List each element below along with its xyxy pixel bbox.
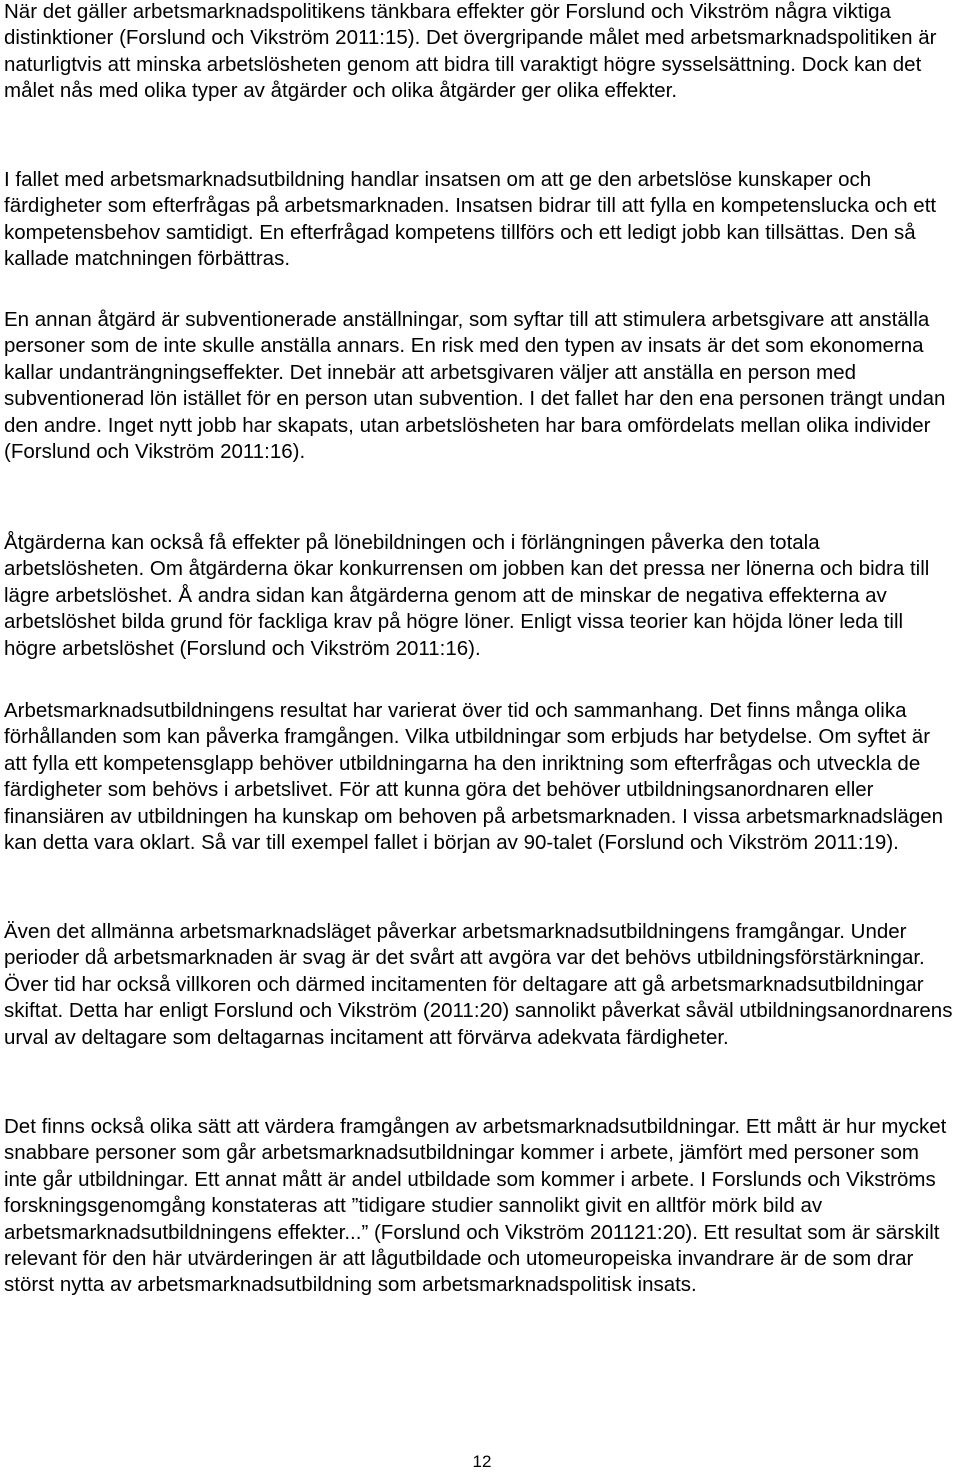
- document-page: [4, 0, 960, 1476]
- paragraph-evaluating-success: Det finns också olika sätt att värdera framgången av arbetsmarknadsutbildningar. Ett mått är hur mycket snabbare personer som går arbetsmarknadsutbildningar kommer i arbete, jämfört med personer som inte går utbildningar. Ett annat mått är andel utbildade som kommer i arbete. I Forslunds och Vikströms forskningsgenomgång konstateras att ”tidigare studier sannolikt givit en alltför mörk bild av arbetsmarknadsutbildningens effekter...” (Forslund och Vikström 201121:20). Ett resultat som är särskilt relevant för den här utvärderingen är att lågutbildade och utomeuropeiska invandrare är de som drar störst nytta av arbetsmarknadsutbildning som arbetsmarknadspolitisk insats.: [4, 1115, 947, 1297]
- paragraph-wage-formation: Åtgärderna kan också få effekter på lönebildningen och i förlängningen påverka den totala arbetslösheten. Om åtgärderna ökar konkurrensen om jobben kan det pressa ner lönerna och bidra till lägre arbetslöshet. Å andra sidan kan åtgärderna genom att de minskar de negativa effekterna av arbetslöshet bilda grund för fackliga krav på högre löner. Enligt vissa teorier kan höjda löner leda till högre arbetslöshet (Forslund och Vikström 2011:16).: [4, 531, 930, 660]
- paragraph-training-results: Arbetsmarknadsutbildningens resultat har varierat över tid och sammanhang. Det finns många olika förhållanden som kan påverka framgången. Vilka utbildningar som erbjuds har betydelse. Om syftet är att fylla ett kompetensglapp behöver utbildningarna ha den inriktning som efterfrågas och utveckla de färdigheter som behövs i arbetslivet. För att kunna göra det behöver utbildningsanordnaren eller finansiären av utbildningen ha kunskap om behoven på arbetsmarknaden. I vissa arbetsmarknadslägen kan detta vara oklart. Så var till exempel fallet i början av 90-talet (Forslund och Vikström 2011:19).: [4, 699, 944, 855]
- page-number: 12: [472, 1452, 492, 1471]
- paragraph-subsidised-employment: En annan åtgärd är subventionerade anställningar, som syftar till att stimulera arbetsgivare att anställa personer som de inte skulle anställa annars. En risk med den typen av insats är det som ekonomerna kallar undanträngningseffekter. Det innebär att arbetsgivaren väljer att anställa en person med subventionerad lön istället för en person utan subvention. I det fallet har den ena personen trängt undan den andre. Inget nytt jobb har skapats, utan arbetslösheten har bara omfördelats mellan olika individer (Forslund och Vikström 2011:16).: [4, 308, 946, 464]
- paragraph-labour-market-situation: Även det allmänna arbetsmarknadsläget påverkar arbetsmarknadsutbildningens framgångar. Under perioder då arbetsmarknaden är svag är det svårt att avgöra var det behövs utbildningsförstärkningar. Över tid har också villkoren och därmed incitamenten för deltagare att gå arbetsmarknadsutbildningar skiftat. Detta har enligt Forslund och Vikström (2011:20) sannolikt påverkat såväl utbildningsanordnarens urval av deltagare som deltagarnas incitament att förvärva adekvata färdigheter.: [4, 920, 953, 1049]
- paragraph-intro-effects: När det gäller arbetsmarknadspolitikens tänkbara effekter gör Forslund och Vikström några viktiga distinktioner (Forslund och Vikström 2011:15). Det övergripande målet med arbetsmarknadspolitiken är naturligtvis att minska arbetslösheten genom att bidra till varaktigt högre sysselsättning. Dock kan det målet nås med olika typer av åtgärder och olika åtgärder ger olika effekter.: [4, 0, 937, 103]
- paragraph-labour-market-training: I fallet med arbetsmarknadsutbildning handlar insatsen om att ge den arbetslöse kunskaper och färdigheter som efterfrågas på arbetsmarknaden. Insatsen bidrar till att fylla en kompetenslucka och ett kompetensbehov samtidigt. En efterfrågad kompetens tillförs och ett ledigt jobb kan tillsättas. Den så kallade matchningen förbättras.: [4, 168, 937, 271]
